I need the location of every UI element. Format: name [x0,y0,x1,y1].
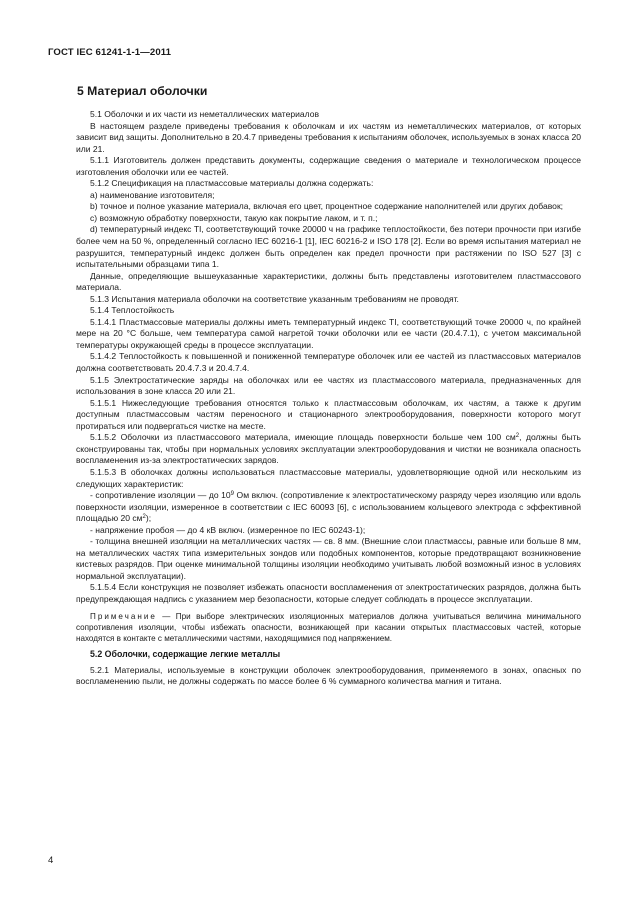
page-number: 4 [48,855,54,866]
text-run: 5.1.5.2 Оболочки из пластмассового материала, имеющие площадь поверхности больше чем 100 см [90,432,516,443]
paragraph: 5.1.4.1 Пластмассовые материалы должны иметь температурный индекс TI, соответствующий точке 20000 ч, по крайней мере на 20 °С больше, чем температура самой нагретой точки оболочки или ее части (20.4.7.1), с учетом максимальной температуры окружающей среды в процессе эксплуатации. [76,316,581,350]
text-run: - сопротивление изоляции — до 10 [90,490,231,501]
paragraph: 5.1.3 Испытания материала оболочки на соответствие указанным требованиям не проводят. [90,293,459,304]
paragraph: 5.1.2 Спецификация на пластмассовые материалы должна содержать: [90,178,374,189]
list-item: b) точное и полное указание материала, включая его цвет, процентное содержание наполнителей или других добавок; [90,201,564,212]
list-item: - толщина внешней изоляции на металлических частях — св. 8 мм. (Внешние слои пластмассы, равные или больше 8 мм, на металлических частях типа измерительных зондов или подобных компонентов, которые предотвращают возникновение кистевых разрядов. При оценке минимальной толщины изоляции необходимо учитывать любой возможный износ в условиях нормальной эксплуатации). [76,536,581,581]
superscript: 2 [515,433,520,440]
paragraph: 5.1.5.3 В оболочках должны использоваться пластмассовые материалы, удовлетворяющие одной или нескольким из следующих характеристик: [76,466,581,489]
paragraph: 5.2.1 Материалы, используемые в конструкции оболочек электрооборудования, применяемого в зонах, опасных по воспламенению пыли, не должны содержать по массе более 6 % суммарного количества магния и титана. [76,664,581,687]
paragraph: 5.1.1 Изготовитель должен представить документы, содержащие сведения о материале и технологическом процессе изготовления оболочки или ее частей. [76,155,581,177]
paragraph: 5.1.5.4 Если конструкция не позволяет избежать опасности воспламенения от электростатических разрядов, должна быть предупреждающая надпись с указанием мер безопасности, которые следует соблюдать в процессе эксплуатации. [76,582,581,604]
superscript: 2 [142,514,146,521]
text-run: Ом включ. (сопротивление к электростатическому разряду через изоляцию или вдоль поверхности изоляции, измеренное в соответствии с IEC 60093 [6], с использованием кольцевого электрода с эффективной площадью 20 см [76,490,581,524]
body-text [76,109,581,688]
list-item: а) наименование изготовителя; [90,189,215,200]
note [76,611,581,645]
note-label: Примечание [90,611,157,621]
paragraph [76,432,581,467]
superscript: 9 [230,491,234,498]
paragraph: 5.1.4 Теплостойкость [90,305,175,316]
section-title: 5 Материал оболочки [77,84,208,98]
subsection-title: 5.2 Оболочки, содержащие легкие металлы [90,649,281,660]
paragraph: 5.1.5 Электростатические заряды на оболочках или ее частях из пластмассового материала, предназначенных для использования в зоне класса 20 или 21. [76,374,581,397]
paragraph: 5.1.5.1 Нижеследующие требования относятся только к пластмассовым оболочкам, их частям, а также к другим доступным пластмассовым частям переносного и стационарного электрооборудования, поверхности которого могут протираться или подвергаться чистке на месте. [76,397,581,431]
note-text: — При выборе электрических изоляционных материалов должна учитываться величина минимального сопротивления изоляции, чтобы избежать опасности, возникающей при касании открытых пластмассовых частей, которые находятся в контакте с металлическими частями, находящимися под напряжением. [76,611,581,643]
paragraph: 5.1.4.2 Теплостойкость к повышенной и пониженной температуре оболочек или ее частей из пластмассовых материалов должна соответствовать 20.4.7.3 и 20.4.7.4. [76,351,581,374]
list-item [76,490,581,525]
list-item: с) возможную обработку поверхности, такую как покрытие лаком, и т. п.; [90,212,378,223]
standard-code-header: ГОСТ IEC 61241-1-1—2011 [48,47,172,58]
paragraph: Данные, определяющие вышеуказанные характеристики, должны быть представлены изготовителем пластмассового материала. [76,270,581,293]
paragraph: В настоящем разделе приведены требования к оболочкам и их частям из неметаллических материалов, от которых зависит вид защиты. Дополнительно в 20.4.7 приведены требования к испытаниям оболочек, используемых в зонах класса 20 или 21. [76,120,581,154]
text-run: ); [145,513,152,524]
text-run: , должны быть сконструированы так, чтобы при нормальных условиях эксплуатации электрооборудования и чистки не возникала опасность воспламенения из-за электростатических зарядов. [76,432,581,466]
list-item: d) температурный индекс TI, соответствующий точке 20000 ч на графике теплостойкости, без потери прочности при изгибе более чем на 50 %, определенный согласно IEC 60216-1 [1], IEC 60216-2 и ISO 178 [2]. Если во время испытания материал не разрушится, температурный индекс должен быть определен как предел прочности при растяжении по ISO 527 [3] с испытательными образцами типа 1. [76,224,581,270]
paragraph: 5.1 Оболочки и их части из неметаллических материалов [90,109,319,119]
list-item: - напряжение пробоя — до 4 кВ включ. (измеренное по IEC 60243-1); [90,524,366,535]
